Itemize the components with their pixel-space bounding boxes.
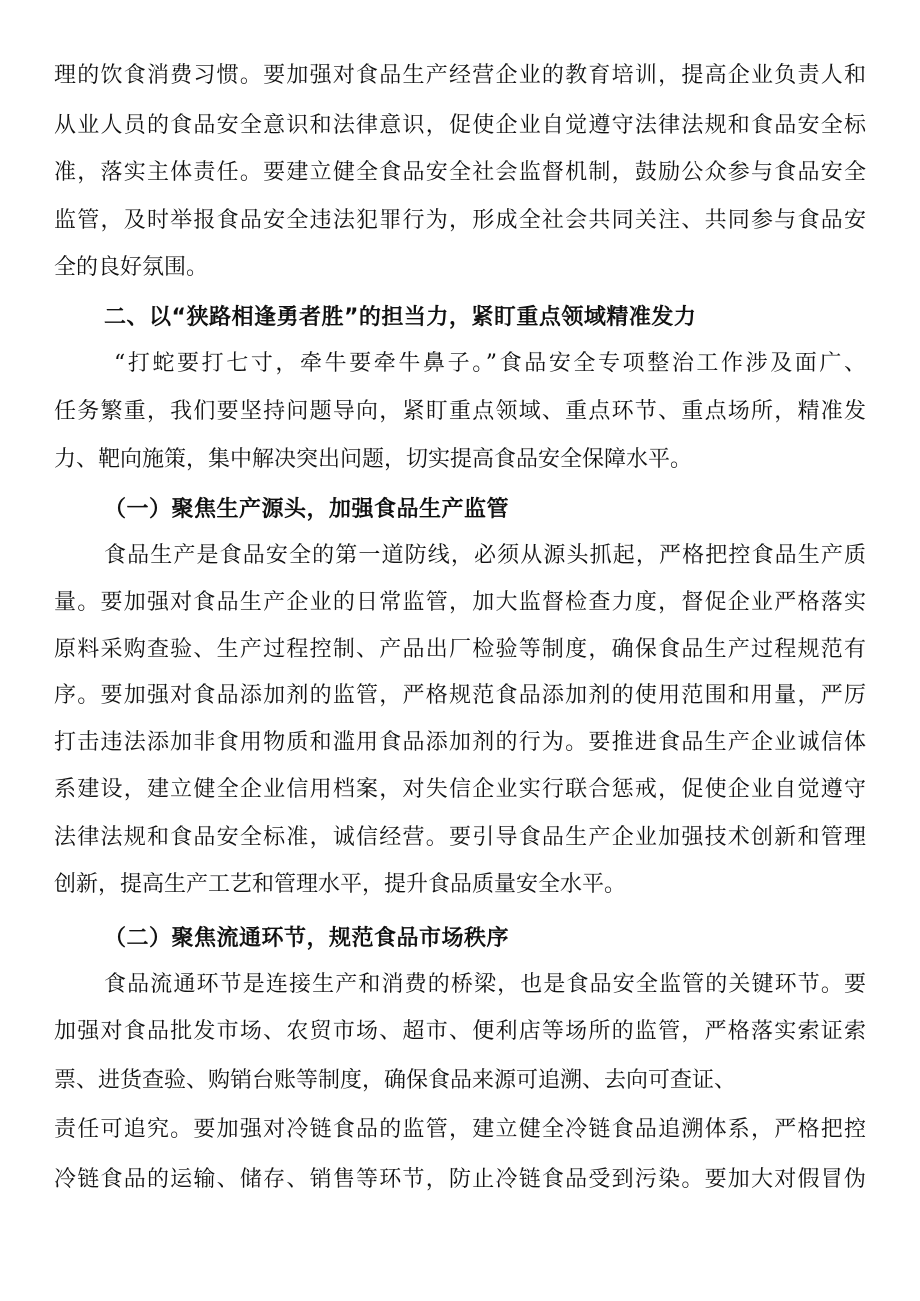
paragraph-line: 序。要加强对食品添加剂的监管，严格规范食品添加剂的使用范围和用量，严厉 (54, 683, 866, 708)
paragraph-line: 责任可追究。要加强对冷链食品的监管，建立健全冷链食品追溯体系，严格把控 (54, 1117, 866, 1142)
paragraph-line: 量。要加强对食品生产企业的日常监管，加大监督检查力度，督促企业严格落实 (54, 590, 866, 615)
paragraph-line: 系建设，建立健全企业信用档案，对失信企业实行联合惩戒，促使企业自觉遵守 (54, 777, 866, 802)
subsection-heading: （一）聚焦生产源头，加强食品生产监管 (104, 497, 510, 522)
paragraph-line: 创新，提高生产工艺和管理水平，提升食品质量安全水平。 (54, 872, 627, 897)
paragraph-line: 食品生产是食品安全的第一道防线，必须从源头抓起，严格把控食品生产质 (104, 543, 866, 568)
paragraph-line: 冷链食品的运输、储存、销售等环节，防止冷链食品受到污染。要加大对假冒伪 (54, 1167, 866, 1192)
paragraph-line: 票、进货查验、购销台账等制度，确保食品来源可追溯、去向可查证、 (54, 1068, 737, 1093)
section-heading: 二、以“狭路相逢勇者胜”的担当力，紧盯重点领域精准发力 (104, 305, 697, 330)
paragraph-line: 任务繁重，我们要坚持问题导向，紧盯重点领域、重点环节、重点场所，精准发 (54, 399, 866, 424)
paragraph-line: 法律法规和食品安全标准，诚信经营。要引导食品生产企业加强技术创新和管理 (54, 825, 866, 850)
paragraph-line: 理的饮食消费习惯。要加强对食品生产经营企业的教育培训，提高企业负责人和 (54, 63, 866, 88)
subsection-heading: （二）聚焦流通环节，规范食品市场秩序 (104, 926, 510, 951)
paragraph-line: 打击违法添加非食用物质和滥用食品添加剂的行为。要推进食品生产企业诚信体 (54, 730, 866, 755)
paragraph-line: 原料采购查验、生产过程控制、产品出厂检验等制度，确保食品生产过程规范有 (54, 637, 866, 662)
paragraph-line: 从业人员的食品安全意识和法律意识，促使企业自觉遵守法律法规和食品安全标 (54, 113, 866, 138)
paragraph-line: 力、靶向施策，集中解决突出问题，切实提高食品安全保障水平。 (54, 447, 693, 472)
paragraph-line: “打蛇要打七寸，牵牛要牵牛鼻子。”食品安全专项整治工作涉及面广、 (114, 351, 866, 376)
paragraph-line: 全的良好氛围。 (54, 255, 209, 280)
paragraph-line: 准，落实主体责任。要建立健全食品安全社会监督机制，鼓励公众参与食品安全 (54, 160, 866, 185)
paragraph-line: 食品流通环节是连接生产和消费的桥梁，也是食品安全监管的关键环节。要 (104, 972, 866, 997)
paragraph-line: 监管，及时举报食品安全违法犯罪行为，形成全社会共同关注、共同参与食品安 (54, 208, 866, 233)
paragraph-line: 加强对食品批发市场、农贸市场、超市、便利店等场所的监管，严格落实索证索 (54, 1019, 866, 1044)
